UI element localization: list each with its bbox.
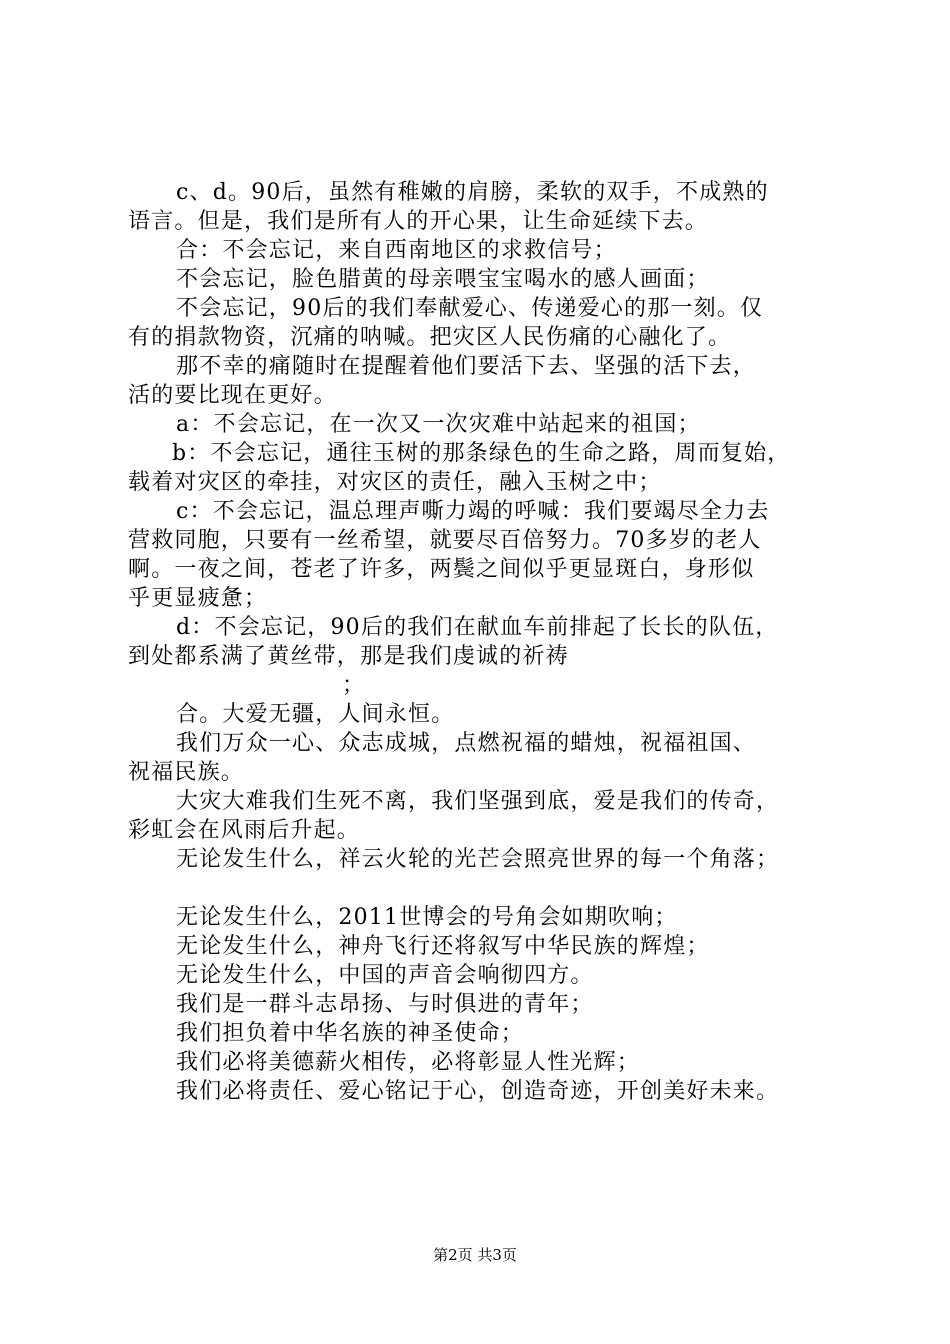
page-footer: 第2页 共3页 (433, 1246, 517, 1264)
text-line: 营救同胞，只要有一丝希望，就要尽百倍努力。70多岁的老人 (128, 528, 762, 553)
text-line: 合：不会忘记，来自西南地区的求救信号； (176, 238, 617, 263)
text-line: 不会忘记，脸色腊黄的母亲喂宝宝喝水的感人画面； (176, 267, 710, 292)
text-line: 无论发生什么，中国的声音会响彻四方。 (176, 963, 594, 988)
text-line: 祝福民族。 (128, 760, 245, 785)
text-line: 合。大爱无疆，人间永恒。 (176, 702, 455, 727)
text-line: 我们是一群斗志昂扬、与时俱进的青年； (176, 992, 594, 1017)
text-line: 我们担负着中华名族的神圣使命； (176, 1021, 525, 1046)
text-line: 无论发生什么，神舟飞行还将叙写中华民族的辉煌； (176, 934, 710, 959)
text-line: 到处都系满了黄丝带，那是我们虔诚的祈祷 (128, 644, 569, 669)
text-line: ； (342, 673, 366, 698)
document-body (128, 178, 833, 1106)
blank-line (128, 874, 833, 903)
text-line: 有的捐款物资，沉痛的呐喊。把灾区人民伤痛的心融化了。 (128, 325, 732, 350)
text-line: 我们万众一心、众志成城，点燃祝福的蜡烛，祝福祖国、 (176, 731, 757, 756)
text-line: 那不幸的痛随时在提醒着他们要活下去、坚强的活下去， (176, 354, 757, 379)
text-line: 彩虹会在风雨后升起。 (128, 818, 361, 843)
text-line: 无论发生什么，祥云火轮的光芒会照亮世界的每一个角落； (176, 847, 780, 872)
text-line: b：不会忘记，通往玉树的那条绿色的生命之路，周而复始， (172, 441, 791, 466)
text-line: c：不会忘记，温总理声嘶力竭的呼喊：我们要竭尽全力去 (176, 499, 770, 524)
text-line: a：不会忘记，在一次又一次灾难中站起来的祖国； (176, 412, 701, 437)
text-line: c、d。90后，虽然有稚嫩的肩膀，柔软的双手，不成熟的 (176, 180, 769, 205)
text-line: 语言。但是，我们是所有人的开心果，让生命延续下去。 (128, 209, 709, 234)
text-line: 我们必将责任、爱心铭记于心，创造奇迹，开创美好未来。 (176, 1079, 780, 1104)
text-line: 我们必将美德薪火相传，必将彰显人性光辉； (176, 1050, 641, 1075)
text-line: 乎更显疲惫； (128, 586, 268, 611)
text-line: d：不会忘记，90后的我们在献血车前排起了长长的队伍， (176, 615, 779, 640)
text-line: 无论发生什么，2011世博会的号角会如期吹响； (176, 905, 678, 930)
text-line: 活的要比现在更好。 (128, 383, 337, 408)
text-line: 大灾大难我们生死不离，我们坚强到底，爱是我们的传奇， (176, 789, 780, 814)
text-line: 载着对灾区的牵挂，对灾区的责任，融入玉树之中； (128, 470, 662, 495)
text-line: 不会忘记，90后的我们奉献爱心、传递爱心的那一刻。仅 (176, 296, 764, 321)
text-line: 啊。一夜之间，苍老了许多，两鬓之间似乎更显斑白，身形似 (128, 557, 755, 582)
